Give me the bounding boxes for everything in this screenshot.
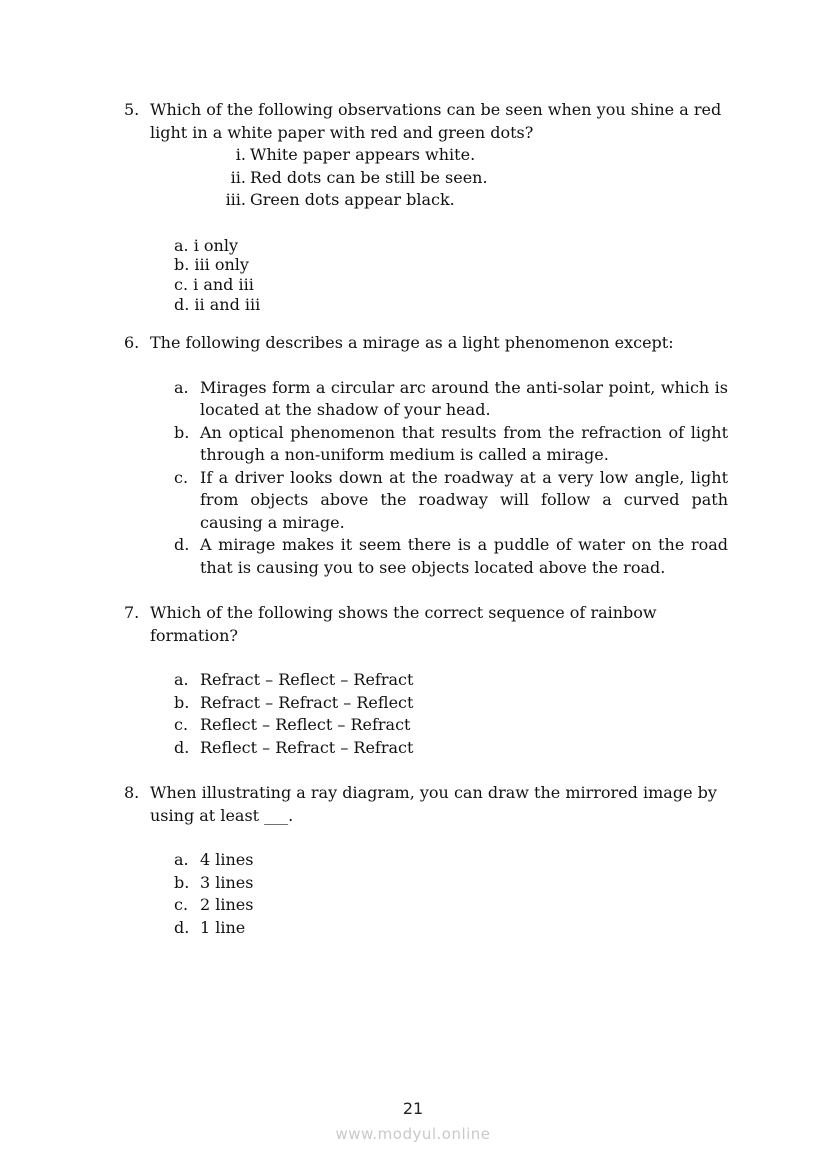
question-number: 8.	[124, 783, 140, 802]
choice-text: 2 lines	[200, 895, 254, 914]
choice-list	[174, 377, 728, 580]
choice-text: Refract – Reflect – Refract	[200, 670, 414, 689]
choice-label: d.	[174, 917, 190, 937]
choice-text: 1 line	[200, 917, 246, 937]
choice-text: 4 lines	[200, 850, 254, 869]
choice-list	[174, 236, 728, 315]
page-number: 21	[402, 1099, 424, 1118]
choice-label: d.	[174, 535, 190, 554]
choice-text: Reflect – Refract – Refract	[200, 737, 414, 757]
choice-item	[174, 917, 728, 940]
choice-item	[174, 422, 728, 467]
statement-list	[216, 144, 728, 212]
choice-list	[174, 669, 728, 759]
choice-item	[174, 737, 728, 760]
choice-item	[174, 534, 728, 579]
choice-item	[174, 692, 728, 715]
question-8	[124, 782, 728, 939]
question-stem: Which of the following shows the correct sequence of rainbow formation?	[150, 603, 657, 645]
choice-item	[174, 894, 728, 917]
statement-label: ii.	[230, 167, 246, 187]
question-6	[124, 332, 728, 579]
choice-item	[174, 714, 728, 737]
choice-text: A mirage makes it seem there is a puddle of water on the road that is causing you to see objects located above the road.	[200, 535, 728, 577]
choice-item	[174, 377, 728, 422]
choice-label: a.	[174, 670, 189, 689]
question-number: 7.	[124, 603, 140, 622]
choice-label: c.	[174, 467, 189, 487]
choice-text: 3 lines	[200, 872, 254, 892]
statement-item	[216, 189, 728, 212]
choice-label: d.	[174, 737, 190, 757]
question-7	[124, 602, 728, 759]
choice-item: a. i only	[174, 235, 239, 255]
choice-item: b. iii only	[174, 255, 249, 275]
choice-text: If a driver looks down at the roadway at a very low angle, light from objects above the roadway will follow a curved path causing a mirage.	[200, 467, 728, 532]
choice-label: c.	[174, 715, 189, 734]
choice-item	[174, 669, 728, 692]
question-stem: Which of the following observations can be seen when you shine a red light in a white paper with red and green dots?	[150, 100, 722, 142]
statement-text: Green dots appear black.	[250, 190, 455, 209]
question-number: 5.	[124, 100, 140, 119]
question-number: 6.	[124, 333, 140, 352]
choice-label: a.	[174, 850, 189, 869]
choice-item	[174, 849, 728, 872]
statement-label: i.	[235, 145, 246, 164]
choice-item: c. i and iii	[174, 274, 254, 294]
choice-label: b.	[174, 422, 190, 442]
question-stem: When illustrating a ray diagram, you can draw the mirrored image by using at least ___.	[150, 783, 717, 825]
statement-item	[216, 167, 728, 190]
choice-text: Refract – Refract – Reflect	[200, 692, 414, 712]
statement-label: iii.	[225, 190, 246, 209]
choice-text: Mirages form a circular arc around the anti-solar point, which is located at the shadow of your head.	[200, 377, 728, 419]
choice-text: An optical phenomenon that results from the refraction of light through a non-uniform medium is called a mirage.	[200, 422, 728, 464]
statement-text: White paper appears white.	[250, 145, 476, 164]
statement-text: Red dots can be still be seen.	[250, 167, 488, 187]
choice-label: b.	[174, 692, 190, 712]
choice-item	[174, 467, 728, 535]
choice-list	[174, 849, 728, 939]
choice-item	[174, 872, 728, 895]
choice-label: c.	[174, 895, 189, 914]
choice-label: b.	[174, 872, 190, 892]
choice-item: d. ii and iii	[174, 294, 261, 314]
watermark: www.modyul.online	[335, 1125, 491, 1143]
statement-item	[216, 144, 728, 167]
question-5	[124, 99, 728, 314]
choice-label: a.	[174, 377, 189, 397]
question-stem: The following describes a mirage as a light phenomenon except:	[150, 333, 674, 352]
choice-text: Reflect – Reflect – Refract	[200, 715, 411, 734]
